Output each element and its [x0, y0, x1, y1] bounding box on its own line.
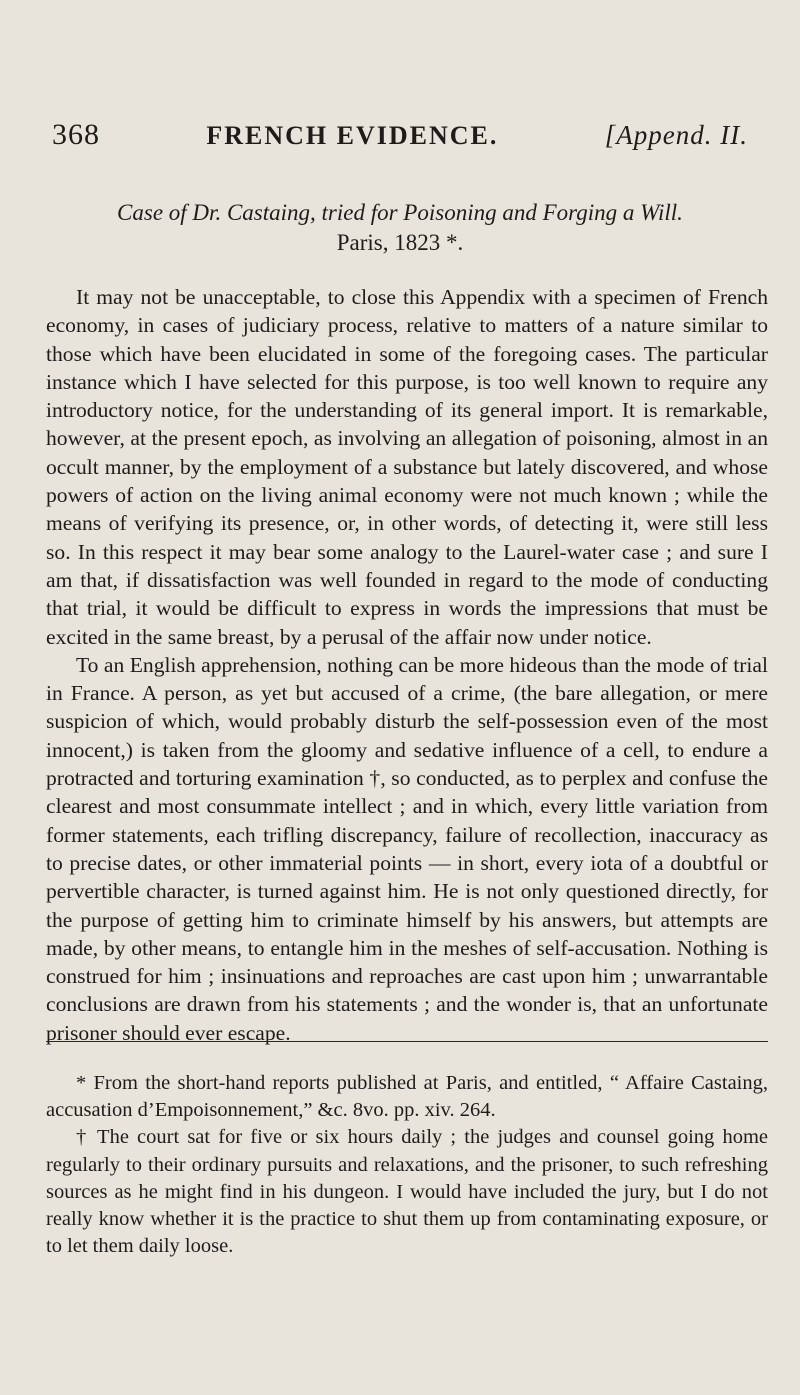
case-heading-line2: Paris, 1823 *. — [336, 230, 464, 255]
page-number: 368 — [52, 118, 100, 151]
appendix-label: [Append. II. — [604, 120, 748, 150]
footnote-2: † The court sat for five or six hours daily ; the judges and counsel going home regularly to their ordinary pursuits and relaxations, and the prisoner, to such refreshing sources as he might find in his dungeon. I would have included the jury, but I do not really know whether it is the practice to shut them up from contaminating exposure, or to let them daily loose. — [46, 1126, 768, 1258]
case-heading — [40, 198, 760, 258]
running-title: FRENCH EVIDENCE. — [206, 121, 499, 150]
running-head — [52, 118, 748, 152]
footnotes — [46, 1070, 768, 1260]
paragraph-2: To an English apprehension, nothing can be more hideous than the mode of trial in France. A person, as yet but accused of a crime, (the bare allegation, or mere suspicion of which, would probably disturb the self-possession even of the most innocent,) is taken from the gloomy and sedative influence of a cell, to endure a protracted and torturing examination †, so conducted, as to perplex and confuse the clearest and most consummate intellect ; and in which, every little variation from former statements, each trifling discrepancy, failure of recollection, inaccuracy as to precise dates, or other immaterial points — in short, every iota of a doubtful or pervertible character, is turned against him. He is not only questioned directly, for the purpose of getting him to criminate himself by his answers, but attempts are made, by other means, to entangle him in the meshes of self-accusation. Nothing is construed for him ; insinuations and reproaches are cast upon him ; unwarrantable conclusions are drawn from his statements ; and the wonder is, that an unfortunate prisoner should ever escape. — [46, 652, 768, 1045]
body-text — [46, 283, 768, 1047]
footnote-1: * From the short-hand reports published at Paris, and entitled, “ Affaire Castaing, accusation d’Empoisonnement,” &c. 8vo. pp. xiv. 264. — [46, 1072, 768, 1122]
footnote-divider — [46, 1041, 768, 1042]
paragraph-1: It may not be unacceptable, to close this Appendix with a specimen of French economy, in cases of judiciary process, relative to matters of a nature similar to those which have been elucidated in some of the foregoing cases. The particular instance which I have selected for this purpose, is too well known to require any introductory notice, for the understanding of its general import. It is remarkable, however, at the present epoch, as involving an allegation of poisoning, almost in an occult manner, by the employment of a substance but lately discovered, and whose powers of action on the living animal economy were not much known ; while the means of verifying its presence, or, in other words, of detecting it, were still less so. In this respect it may bear some analogy to the Laurel-water case ; and sure I am that, if dissatisfaction was well founded in regard to the mode of conducting that trial, it would be difficult to express in words the impressions that must be excited in the same breast, by a perusal of the affair now under notice. — [46, 285, 768, 649]
case-heading-line1: Case of Dr. Castaing, tried for Poisoning and Forging a Will. — [117, 200, 683, 225]
